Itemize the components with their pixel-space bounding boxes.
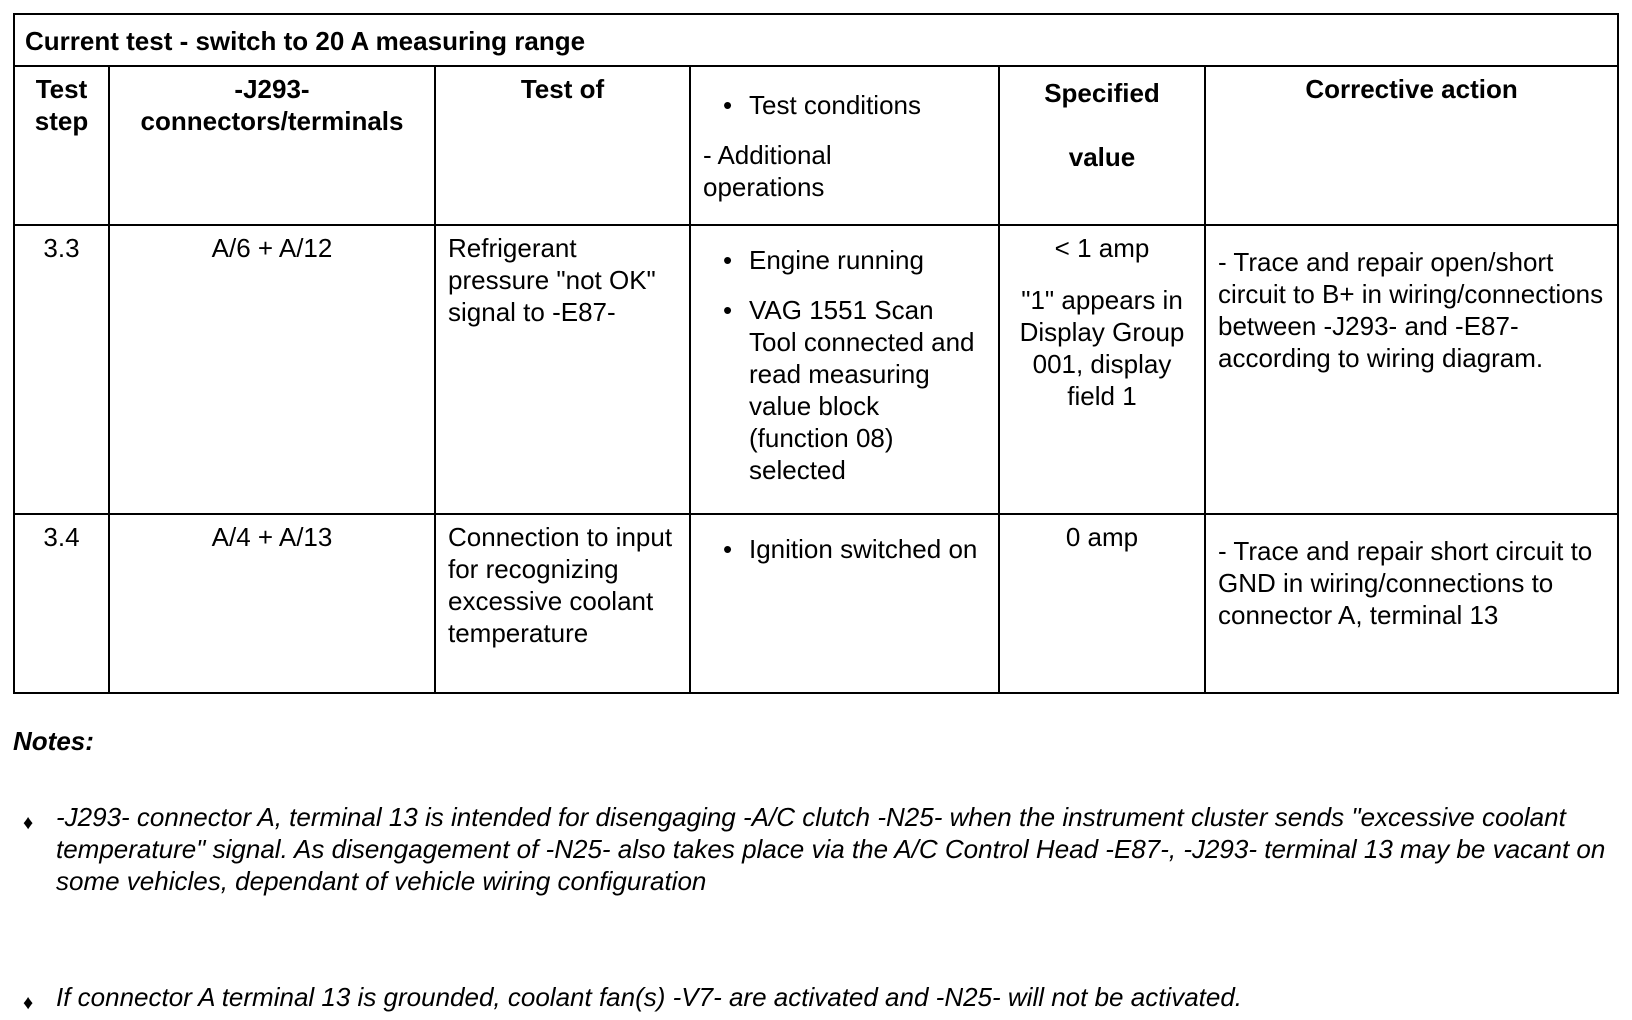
terminals-cell: A/4 + A/13 xyxy=(109,514,435,693)
table-row xyxy=(14,225,1618,514)
terminals-cell: A/6 + A/12 xyxy=(109,225,435,514)
header-test-step-line2: step xyxy=(34,106,89,136)
specified-value-amp: < 1 amp xyxy=(1054,233,1150,263)
diamond-bullet-icon: ♦ xyxy=(23,812,34,834)
notes-title: Notes: xyxy=(13,726,94,756)
condition-item: • Engine running xyxy=(703,244,986,276)
specified-value-cell xyxy=(999,514,1205,693)
header-specified-value xyxy=(999,66,1205,225)
header-test-of: Test of xyxy=(435,66,690,225)
header-additional-line1: - Additional xyxy=(703,140,832,170)
corrective-action-cell xyxy=(1205,514,1618,693)
header-conditions-bullet: • Test conditions xyxy=(703,89,986,121)
header-test-step-line1: Test xyxy=(35,74,88,104)
condition-item: • VAG 1551 Scan Tool connected and read measuring value block (function 08) selected xyxy=(703,294,986,486)
header-specified-line2: value xyxy=(1068,142,1136,172)
test-of-cell: Connection to input for recognizing excessive coolant temperature xyxy=(435,514,690,693)
header-conditions xyxy=(690,66,999,225)
specified-value-amp: 0 amp xyxy=(1065,522,1139,552)
note-item xyxy=(13,981,1617,1013)
conditions-cell xyxy=(690,514,999,693)
table-row xyxy=(14,514,1618,693)
current-test-table xyxy=(13,13,1619,694)
header-additional-line2: operations xyxy=(703,172,825,202)
test-of-cell: Refrigerant pressure "not OK" signal to -E87- xyxy=(435,225,690,514)
specified-value-cell xyxy=(999,225,1205,514)
header-test-step xyxy=(14,66,109,225)
header-connectors-line2: connectors/terminals xyxy=(140,106,404,136)
test-step-cell: 3.4 xyxy=(14,514,109,693)
note-text: -J293- connector A, terminal 13 is intended for disengaging -A/C clutch -N25- when the instrument cluster sends "excessive coolant temperature" signal. As disengagement of -N25- also takes place via the A/C Control Head -E87-, -J293- terminal 13 may be vacant on some vehicles, dependant of vehicle wiring configuration xyxy=(56,802,1606,896)
corrective-action-text: - Trace and repair short circuit to GND in wiring/connections to connector A, terminal 13 xyxy=(1218,536,1593,630)
condition-item: • Ignition switched on xyxy=(703,533,986,565)
table-caption: Current test - switch to 20 A measuring range xyxy=(14,14,1618,66)
header-specified-line1: Specified xyxy=(1044,78,1160,108)
corrective-action-text: - Trace and repair open/short circuit to B+ in wiring/connections between -J293- and -E87- according to wiring diagram. xyxy=(1218,247,1604,373)
specified-value-display: "1" appears in Display Group 001, display field 1 xyxy=(1019,285,1185,411)
header-connectors-line1: -J293- xyxy=(234,74,310,104)
header-connectors xyxy=(109,66,435,225)
header-row xyxy=(14,66,1618,225)
diamond-bullet-icon: ♦ xyxy=(23,992,34,1014)
test-step-cell: 3.3 xyxy=(14,225,109,514)
notes-section xyxy=(13,725,1617,1013)
header-corrective-action: Corrective action xyxy=(1205,66,1618,225)
corrective-action-cell xyxy=(1205,225,1618,514)
conditions-cell xyxy=(690,225,999,514)
note-item xyxy=(13,801,1617,897)
note-text: If connector A terminal 13 is grounded, coolant fan(s) -V7- are activated and -N25- will not be activated. xyxy=(56,982,1243,1012)
